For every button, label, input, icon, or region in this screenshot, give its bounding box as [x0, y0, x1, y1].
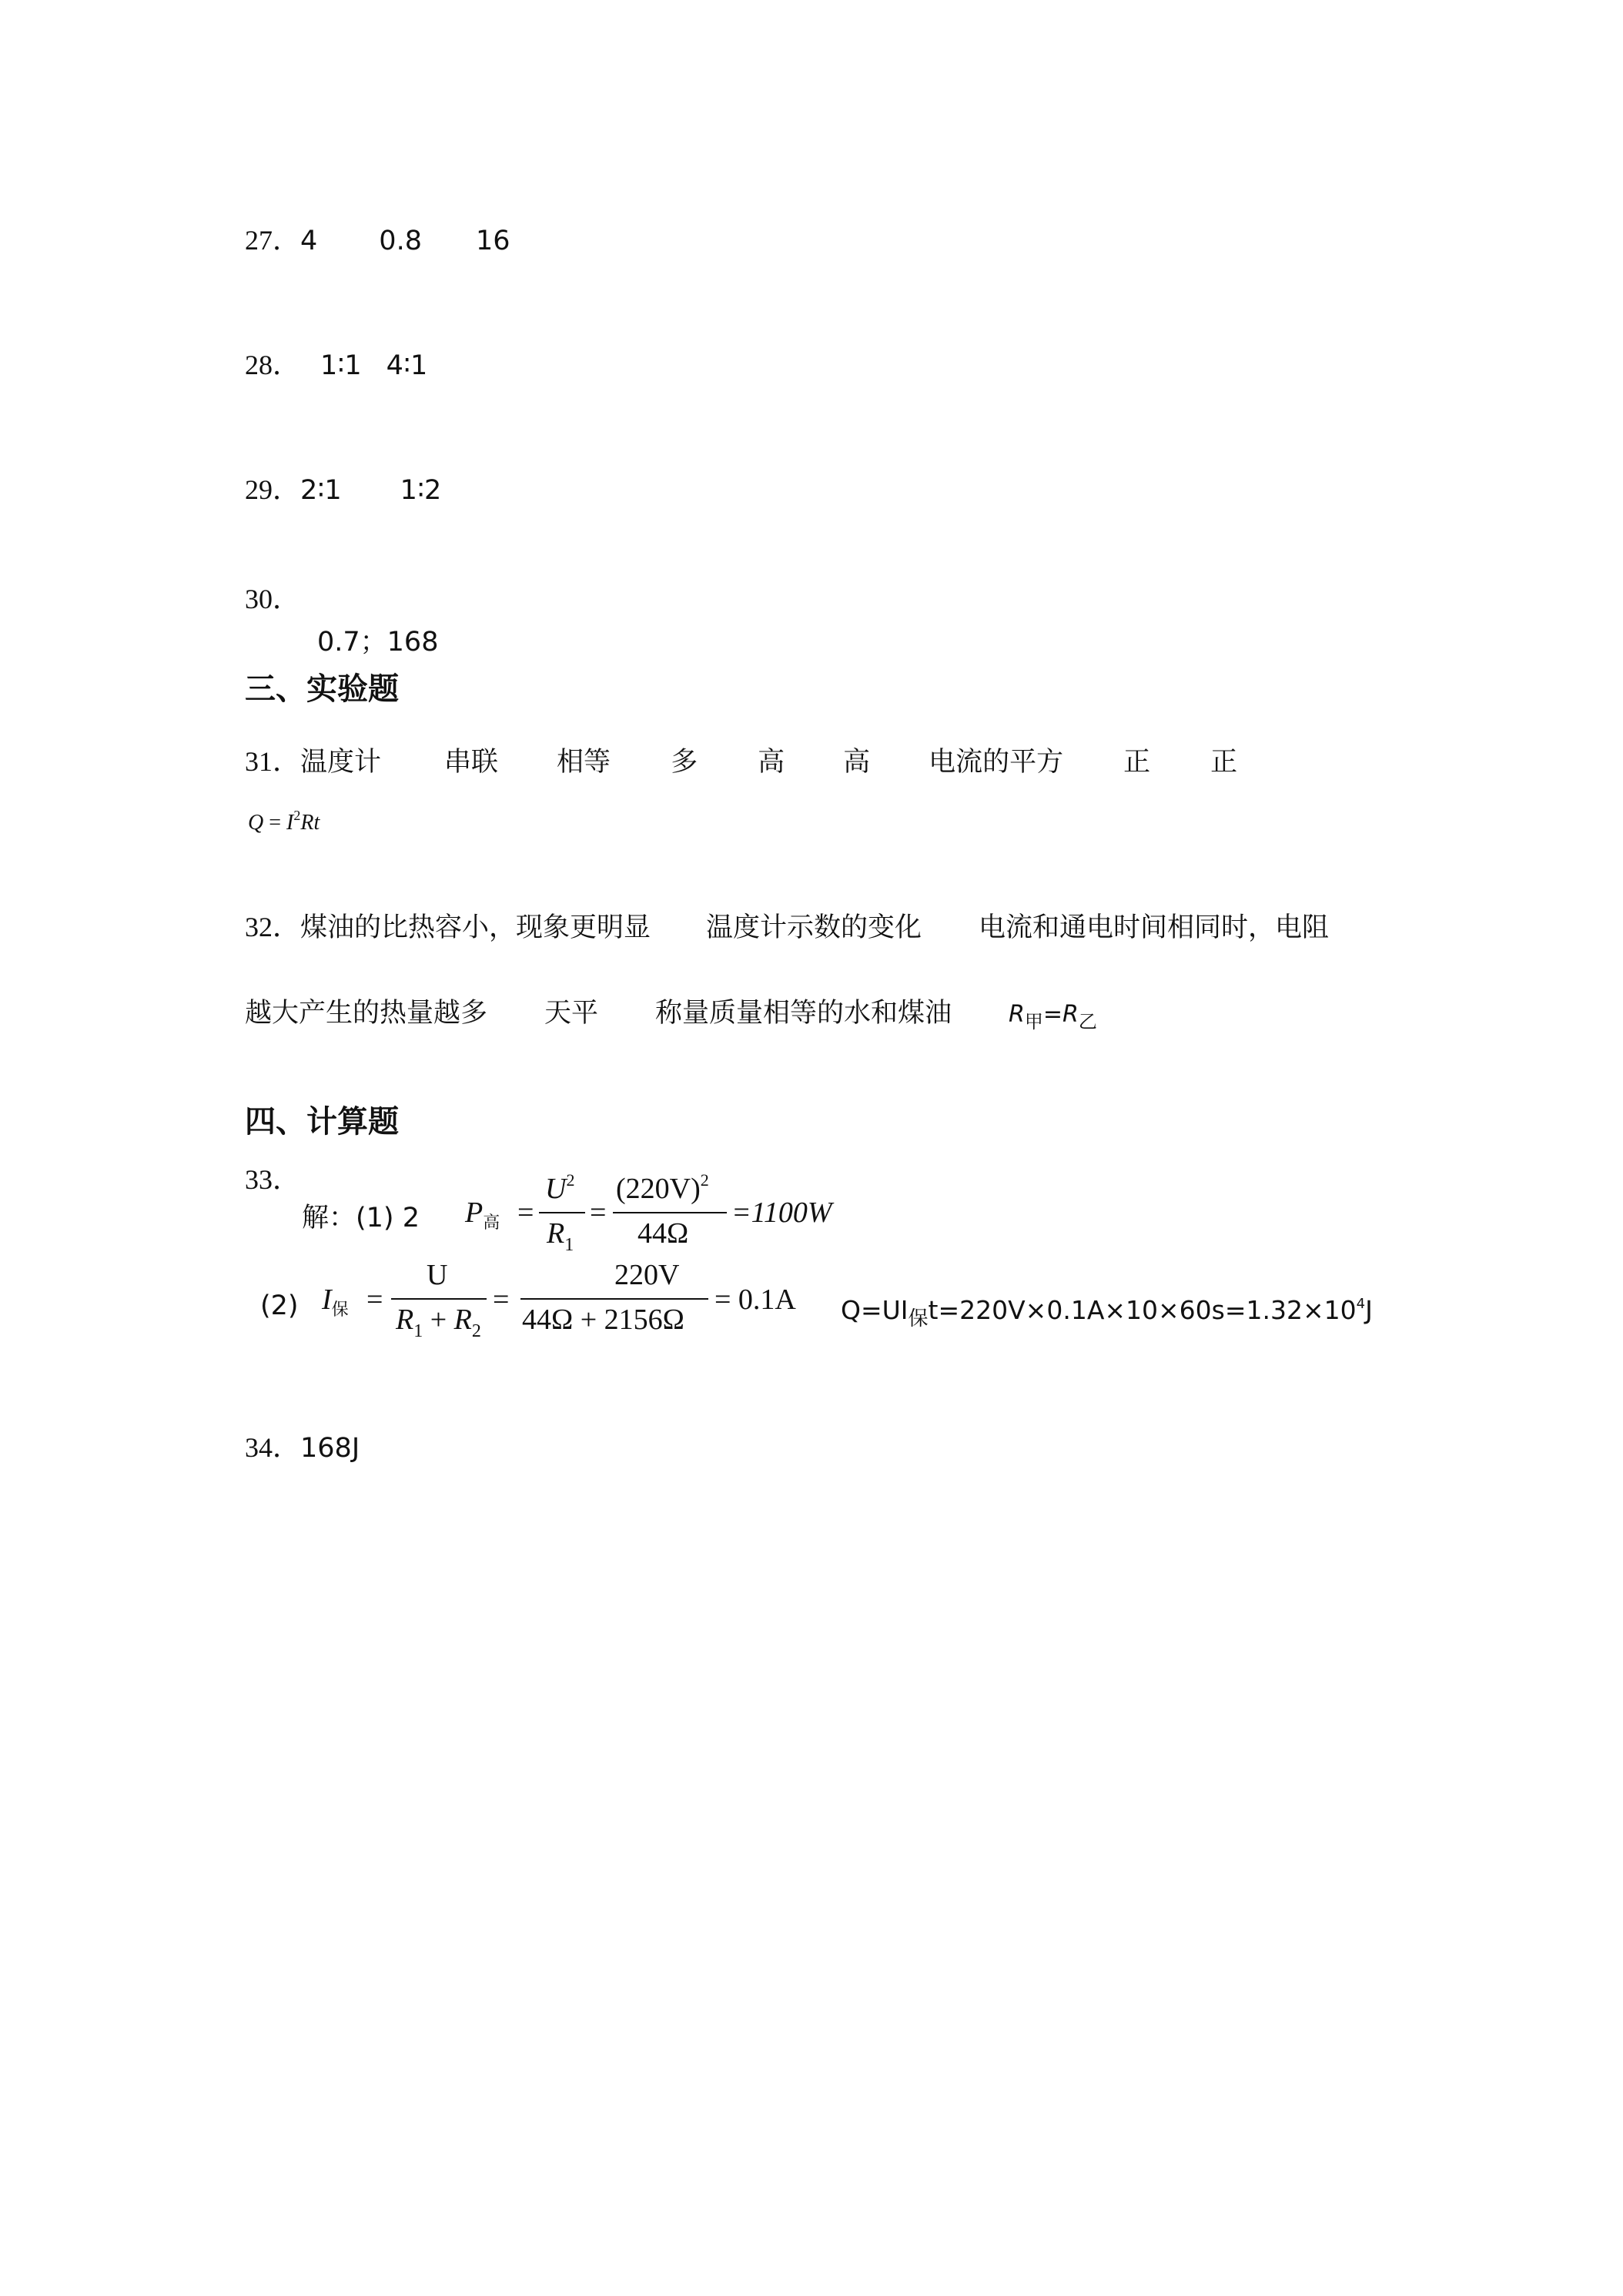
q33-eq-1: =	[517, 1197, 534, 1229]
q32-answer-2: 温度计示数的变化	[706, 912, 922, 943]
q33-heat-body: t=220V×0.1A×10×60s=1.32×10	[928, 1295, 1357, 1325]
q27-number: 27．	[245, 225, 301, 256]
q32-answer-6-sub2: 乙	[1078, 1011, 1097, 1033]
q34-answer: 168J	[300, 1433, 360, 1464]
q33-r1-letter: R	[547, 1217, 565, 1250]
section-3-heading: 三、实验题	[245, 671, 399, 707]
q32-answer-6-r2: R	[1062, 1001, 1079, 1028]
q33-result-1-text: =1100W	[731, 1197, 832, 1229]
q33-u-letter: U	[545, 1173, 567, 1205]
q31-answer-3: 相等	[557, 747, 611, 778]
q31-formula-i: I	[286, 811, 294, 835]
q33-eq-3: =	[366, 1284, 383, 1316]
q33-number-row	[245, 1163, 300, 1197]
q33-rsum-denominator	[396, 1303, 481, 1341]
q33-p-symbol	[465, 1196, 500, 1233]
q34-row	[245, 1431, 360, 1465]
q33-fraction-bar-2	[613, 1212, 727, 1213]
q32-row-1	[245, 910, 1329, 945]
q29-number: 29．	[245, 474, 301, 505]
q31-answer-4: 多	[671, 747, 698, 778]
q31-answer-8: 正	[1123, 747, 1151, 778]
q33-i-letter: I	[322, 1284, 332, 1316]
q29-answer-2: 1∶2	[400, 475, 442, 506]
q33-number: 33．	[245, 1164, 301, 1195]
q33-fraction-v-ohm-sum	[520, 1258, 708, 1344]
q33-rsum-plus: +	[423, 1304, 454, 1336]
q28-row	[245, 348, 427, 383]
q33-eq-4: =	[493, 1284, 510, 1316]
q33-part2-label: (2)	[260, 1290, 299, 1321]
q32-answer-6-r1: R	[1009, 1001, 1025, 1028]
q33-voltage-numerator	[616, 1172, 709, 1206]
q33-fraction-denominator	[547, 1217, 574, 1255]
q34-number: 34．	[245, 1432, 301, 1463]
q33-heat-prefix: Q=UI	[841, 1295, 909, 1325]
q33-heat-subscript: 保	[908, 1307, 929, 1330]
q28-answer-1: 1∶1	[320, 350, 362, 381]
q33-fraction-numerator	[545, 1172, 574, 1206]
q30-number: 30．	[245, 584, 301, 614]
q31-formula	[248, 808, 320, 838]
q31-answer-9: 正	[1210, 747, 1238, 778]
q33-fraction-voltage	[613, 1172, 727, 1257]
q33-eq-2: =	[590, 1197, 607, 1229]
q33-fraction-bar-4	[520, 1298, 708, 1300]
q31-answer-5: 高	[758, 747, 785, 778]
q33-result-2	[714, 1283, 796, 1317]
q27-row	[245, 223, 510, 258]
q33-ohm-denominator: 44Ω	[637, 1217, 689, 1250]
q33-voltage-exponent: 2	[700, 1170, 709, 1190]
q33-rsum-r1: R	[396, 1304, 414, 1336]
q33-heat-unit: J	[1365, 1295, 1373, 1325]
q31-answer-2: 串联	[444, 747, 499, 778]
q32-number: 32．	[245, 912, 301, 942]
q33-result-1	[731, 1196, 832, 1230]
q30-number-row	[245, 582, 300, 617]
q33-i-subscript: 保	[331, 1300, 349, 1320]
q27-answer-2: 0.8	[379, 226, 422, 256]
q33-fraction-bar-3	[391, 1298, 487, 1300]
q30-answer: 0.7；168	[317, 627, 439, 658]
q28-answer-2: 4∶1	[386, 350, 428, 381]
q33-v2-numerator: 220V	[614, 1259, 680, 1291]
q29-row	[245, 473, 441, 507]
q33-heat-calculation	[841, 1294, 1373, 1332]
q32-answer-3-line-2: 越大产生的热量越多	[245, 998, 488, 1029]
q33-part1-label: 解：(1) 2	[302, 1203, 420, 1233]
q32-answer-3-line-1: 电流和通电时间相同时，电阻	[979, 912, 1330, 943]
q33-r1-subscript: 1	[564, 1235, 574, 1255]
q33-p-letter: P	[465, 1197, 484, 1229]
q33-voltage-value: (220V)	[616, 1173, 701, 1205]
q31-formula-eq: =	[263, 811, 287, 835]
q31-formula-exponent: 2	[293, 808, 301, 823]
q31-number: 31．	[245, 746, 301, 777]
q31-answer-1: 温度计	[300, 747, 382, 778]
q32-answer-6-eq: =	[1042, 1001, 1063, 1028]
q33-fraction-u-rsum	[391, 1258, 487, 1344]
q32-answer-5: 称量质量相等的水和煤油	[655, 998, 952, 1029]
q32-answer-1: 煤油的比热容小，现象更明显	[300, 912, 651, 943]
q31-answer-6: 高	[843, 747, 871, 778]
q33-u2-numerator: U	[427, 1259, 448, 1291]
q33-rsum-r2: R	[453, 1304, 472, 1336]
q33-heat-exponent: 4	[1356, 1296, 1366, 1312]
q33-fraction-u2-r1	[539, 1172, 585, 1257]
q33-rsum-r2-sub: 2	[471, 1321, 481, 1341]
q33-fraction-bar-1	[539, 1212, 585, 1213]
q33-i-symbol	[322, 1283, 349, 1320]
q28-number: 28．	[245, 350, 301, 380]
q33-rsum-r1-sub: 1	[413, 1321, 423, 1341]
q29-answer-1: 2∶1	[300, 475, 342, 506]
q31-answer-7: 电流的平方	[929, 747, 1064, 778]
q33-p-subscript: 高	[483, 1213, 500, 1233]
q31-row	[245, 745, 1237, 779]
section-4-heading: 四、计算题	[245, 1104, 399, 1140]
q31-formula-q: Q	[248, 811, 264, 835]
q33-result-2-text: = 0.1A	[714, 1284, 796, 1316]
q27-answer-1: 4	[300, 226, 318, 256]
q33-ohm-sum-denominator: 44Ω + 2156Ω	[522, 1304, 684, 1336]
q32-answer-6-sub1: 甲	[1024, 1011, 1043, 1033]
q31-formula-rt: Rt	[300, 811, 320, 835]
q32-row-2	[245, 996, 1097, 1033]
q32-answer-4: 天平	[544, 998, 599, 1029]
q27-answer-3: 16	[475, 226, 510, 256]
q33-u-exponent: 2	[566, 1170, 575, 1190]
